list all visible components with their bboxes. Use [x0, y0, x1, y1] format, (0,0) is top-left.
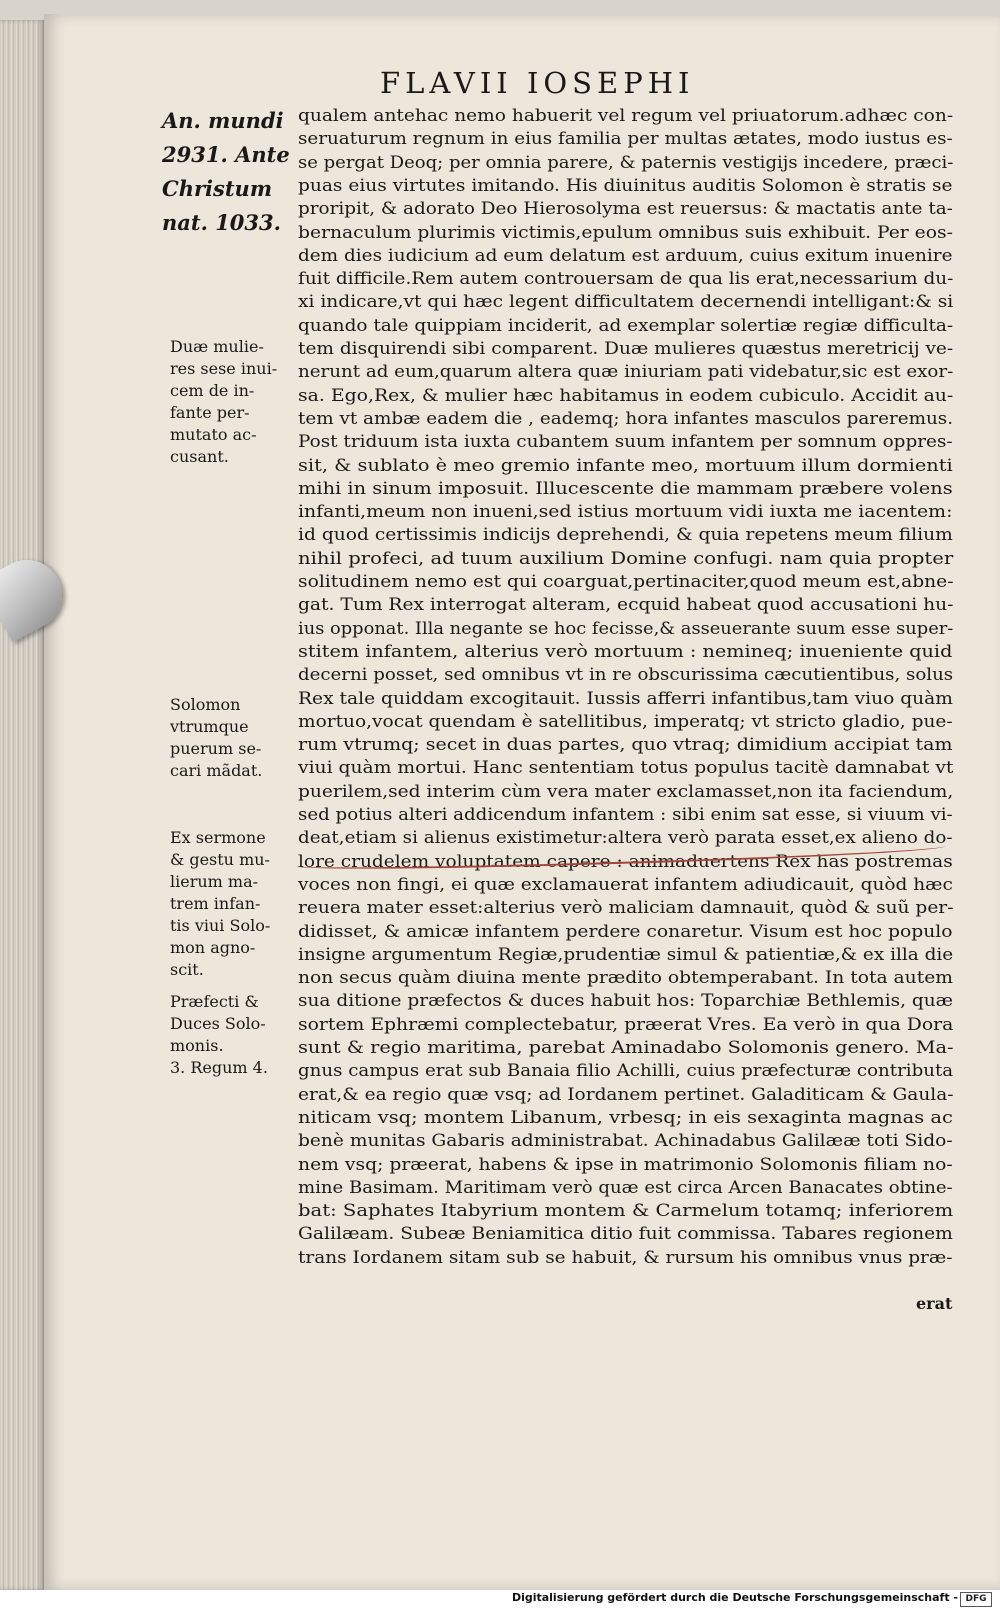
body-line: sed potius alteri addicendum infantem : sibi enim sat esse, si viuum vi- — [298, 805, 953, 824]
side-note-mother — [170, 827, 292, 981]
body-line: dem dies iudicium ad eum delatum est arduum, cuius exitum inuenire — [298, 245, 953, 265]
side-note-line: vtrumque — [170, 717, 249, 736]
body-line: nihil profeci, ad tuum auxilium Domine confugi. nam quia propter — [298, 548, 954, 568]
running-head: FLAVII IOSEPHI — [380, 66, 695, 100]
body-line: se pergat Deoq; per omnia parere, & paternis vestigijs incedere, præci- — [298, 152, 954, 172]
side-note-line: 3. Regum 4. — [170, 1058, 268, 1077]
side-note-line: trem infan- — [170, 894, 261, 913]
body-line: quando tale quippiam inciderit, ad exemplar solertiæ regiæ difficulta- — [298, 315, 954, 335]
year-note-line: nat. 1033. — [162, 210, 281, 235]
side-note-line: puerum se- — [170, 739, 262, 758]
body-line: sua ditione præfectos & duces habuit hos: Toparchiæ Bethlemis, quæ — [298, 991, 954, 1011]
body-line: sa. Ego,Rex, & mulier hæc habitamus in eodem cubiculo. Accidit au- — [298, 385, 954, 405]
side-note-line: mutato ac- — [170, 425, 257, 444]
body-line: niticam vsq; montem Libanum, vrbesq; in eis sexaginta magnas ac — [298, 1107, 953, 1127]
side-note-line: Duces Solo- — [170, 1014, 266, 1033]
body-line: bat: Saphates Itabyrium montem & Carmelum totamq; inferiorem — [298, 1201, 954, 1221]
year-note — [162, 104, 290, 240]
body-line: didisset, & amicæ infantem perdere conaretur. Visum est hoc populo — [298, 921, 953, 941]
body-line: nerunt ad eum,quarum altera quæ iniuriam pati videbatur,sic est exor- — [298, 362, 954, 382]
side-note-prefects — [170, 991, 292, 1057]
body-line: puerilem,sed interim cùm vera mater exclamasset,non ita faciendum, — [298, 781, 954, 801]
body-line: erat,& ea regio quæ vsq; ad Iordanem pertinet. Galaditicam & Gaula- — [298, 1084, 954, 1104]
body-line: tem vt ambæ eadem die , eademq; hora infantes masculos pareremus. — [298, 408, 954, 428]
body-line: mine Basimam. Maritimam verò quæ est circa Arcen Banacates obtine- — [298, 1177, 953, 1197]
body-line: trans Iordanem sitam sub se habuit, & rursum his omnibus vnus præ- — [298, 1247, 953, 1267]
catchword: erat — [916, 1294, 953, 1313]
side-note-reference — [170, 1057, 292, 1079]
body-line: nem vsq; præerat, habens & ipse in matrimonio Solomonis filiam no- — [298, 1154, 953, 1174]
side-note-solomon — [170, 694, 292, 782]
page-edges — [0, 20, 44, 1590]
body-line: seruaturum regnum in eius familia per multas ætates, modo iustus es- — [298, 129, 953, 149]
body-line: gnus campus erat sub Banaia filio Achilli, cuius præfecturæ contributa — [298, 1061, 954, 1081]
body-line: qualem antehac nemo habuerit vel regum vel priuatorum.adhæc con- — [298, 106, 954, 125]
body-line: non secus quàm diuina mente prædito obtemperabant. In tota autem — [298, 968, 953, 988]
body-line: mortuo,vocat quendam è satellitibus, imperatq; vt stricto gladio, pue- — [298, 711, 953, 731]
dfg-logo: DFG — [960, 1592, 992, 1607]
body-line: sit, & sublato è meo gremio infante meo, mortuum illum dormienti — [298, 455, 953, 475]
body-line: Post triduum ista iuxta cubantem suum infantem per somnum oppres- — [298, 432, 953, 452]
side-note-line: scit. — [170, 960, 204, 979]
year-note-line: 2931. Ante — [162, 142, 290, 167]
year-note-line: An. mundi — [162, 108, 284, 133]
body-line: gat. Tum Rex interrogat alteram, ecquid habeat quod accusationi hu- — [298, 595, 954, 615]
side-note-line: res sese inui- — [170, 359, 278, 378]
side-note-line: Ex sermone — [170, 828, 266, 847]
body-line: Galilæam. Subeæ Beniamitica ditio fuit commissa. Tabares regionem — [298, 1224, 953, 1244]
body-line: Rex tale quiddam excogitauit. Iussis afferri infantibus,tam viuo quàm — [298, 688, 953, 708]
body-line: proripit, & adorato Deo Hierosolyma est reuersus: & mactatis ante ta- — [298, 199, 953, 219]
body-line: tem disquirendi sibi comparent. Duæ mulieres quæstus meretricij ve- — [298, 339, 954, 358]
side-note-line: Solomon — [170, 695, 241, 714]
body-line: sunt & regio maritima, parebat Aminadabo Solomonis genero. Ma- — [298, 1038, 954, 1057]
body-line: puas eius virtutes imitando. His diuinitus auditis Solomon è stratis se — [298, 175, 953, 195]
body-line: voces non fingi, ei quæ exclamauerat infantem adiudicauit, quòd hæc — [298, 874, 953, 894]
body-line: benè munitas Gabaris administrabat. Achinadabus Galilææ toti Sido- — [298, 1131, 953, 1151]
body-line: infanti,meum non inueni,sed istius mortuum vidi iuxta me iacentem: — [298, 502, 953, 522]
body-line: viui quàm mortui. Hanc sententiam totus populus tacitè damnabat vt — [298, 758, 954, 778]
side-note-line: fante per- — [170, 403, 250, 422]
side-note-line: tis viui Solo- — [170, 916, 271, 935]
body-line: reuera mater esset:alterius verò maliciam damnauit, quòd & suũ per- — [298, 898, 954, 918]
body-line: bernaculum plurimis victimis,epulum omnibus suis exhibuit. Per eos- — [298, 222, 953, 242]
year-note-line: Christum — [162, 176, 273, 201]
body-line: mihi in sinum imposuit. Illucescente die mammam præbere volens — [298, 478, 953, 498]
body-line: deat,etiam si alienus existimetur:altera verò parata esset,ex alieno do- — [298, 828, 953, 848]
body-line: decerni posset, sed omnibus vt in re obscurissima cæcutientibus, solus — [298, 665, 954, 685]
body-line: insigne argumentum Regiæ,prudentiæ simul & patientiæ,& ex illa die — [298, 944, 954, 964]
side-note-line: cem de in- — [170, 381, 255, 400]
body-line: stitem infantem, alterius verò mortuum : nemineq; inueniente quid — [298, 641, 953, 661]
body-line: ius opponat. Illa negante se hoc fecisse,& asseuerante suum esse super- — [298, 618, 954, 638]
body-line: xi indicare,vt qui hæc legent difficultatem decernendi intelligant:& si — [298, 292, 954, 312]
body-line: fuit difficile.Rem autem controuersam de qua lis erat,necessarium du- — [298, 269, 954, 289]
footer-credit: Digitalisierung gefördert durch die Deutsche Forschungsgemeinschaft - — [511, 1591, 958, 1604]
side-note-line: monis. — [170, 1036, 224, 1055]
side-note-line: cari mãdat. — [170, 761, 263, 780]
side-note-line: & gestu mu- — [170, 850, 270, 869]
body-line: sortem Ephræmi complectebatur, præerat Vres. Ea verò in qua Dora — [298, 1014, 954, 1034]
digitization-footer — [0, 1590, 1000, 1608]
side-note-line: Præfecti & — [170, 992, 259, 1011]
body-line: rum vtrumq; secet in duas partes, quo vtraq; dimidium accipiat tam — [298, 735, 953, 755]
side-note-line: mon agno- — [170, 938, 256, 957]
body-line: id quod certissimis indicijs deprehendi, & quia repetens meum filium — [298, 525, 953, 545]
body-line: lore crudelem voluptatem capere : animaduertens Rex has postremas — [298, 851, 953, 871]
body-line: solitudinem nemo est qui coarguat,pertinaciter,quod meum est,abne- — [298, 572, 954, 591]
side-note-line: lierum ma- — [170, 872, 259, 891]
side-note-line: Duæ mulie- — [170, 337, 264, 356]
side-note-line: cusant. — [170, 447, 229, 466]
side-note-women — [170, 336, 292, 468]
